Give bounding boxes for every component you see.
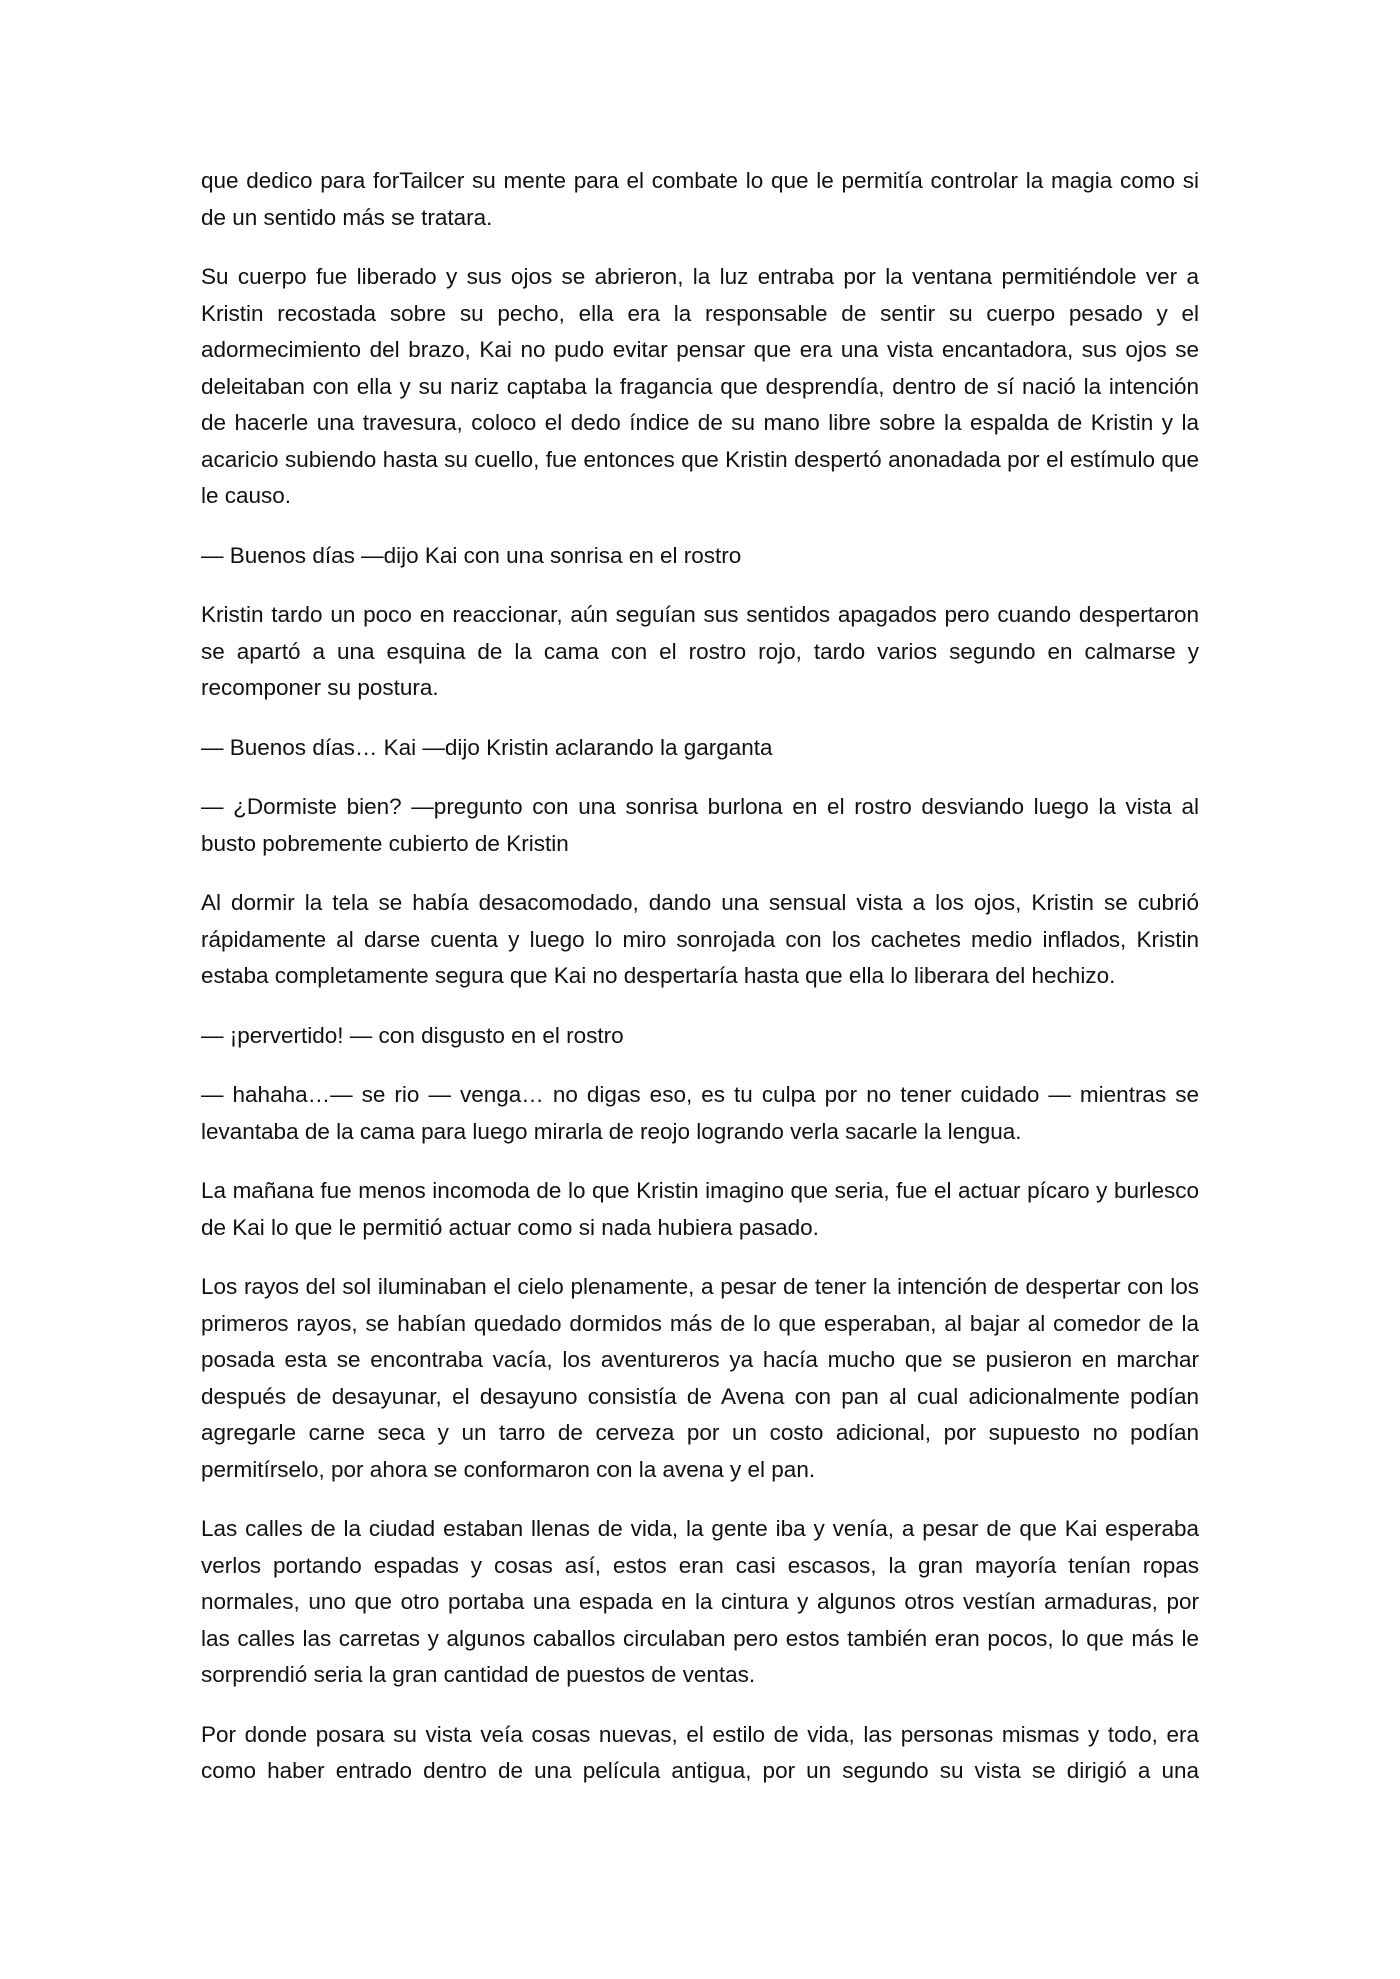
- paragraph: Los rayos del sol iluminaban el cielo plenamente, a pesar de tener la intención de despertar con los primeros rayos, se habían quedado dormidos más de lo que esperaban, al bajar al comedor de la posada esta se encontraba vacía, los aventureros ya hacía mucho que se pusieron en marchar después de desayunar, el desayuno consistía de Avena con pan al cual adicionalmente podían agregarle carne seca y un tarro de cerveza por un costo adicional, por supuesto no podían permitírselo, por ahora se conformaron con la avena y el pan.: [201, 1274, 1199, 1482]
- paragraph-continued: Por donde posara su vista veía cosas nuevas, el estilo de vida, las personas mismas y todo, era como haber entrado dentro de una película antigua, por un segundo su vista se dirigió a una: [201, 1721, 1199, 1783]
- paragraph: La mañana fue menos incomoda de lo que Kristin imagino que seria, fue el actuar pícaro y burlesco de Kai lo que le permitió actuar como si nada hubiera pasado.: [201, 1178, 1199, 1240]
- dialogue-line: — hahaha…— se rio — venga… no digas eso, es tu culpa por no tener cuidado — mientras se levantaba de la cama para luego mirarla de reojo logrando verla sacarle la lengua.: [201, 1082, 1199, 1144]
- paragraph: Kristin tardo un poco en reaccionar, aún seguían sus sentidos apagados pero cuando despertaron se apartó a una esquina de la cama con el rostro rojo, tardo varios segundo en calmarse y recomponer su postura.: [201, 602, 1199, 700]
- paragraph: Las calles de la ciudad estaban llenas de vida, la gente iba y venía, a pesar de que Kai esperaba verlos portando espadas y cosas así, estos eran casi escasos, la gran mayoría tenían ropas normales, uno que otro portaba una espada en la cintura y algunos otros vestían armaduras, por las calles las carretas y algunos caballos circulaban pero estos también eran pocos, lo que más le sorprendió seria la gran cantidad de puestos de ventas.: [201, 1516, 1199, 1687]
- paragraph: Su cuerpo fue liberado y sus ojos se abrieron, la luz entraba por la ventana permitiéndole ver a Kristin recostada sobre su pecho, ella era la responsable de sentir su cuerpo pesado y el adormecimiento del brazo, Kai no pudo evitar pensar que era una vista encantadora, sus ojos se deleitaban con ella y su nariz captaba la fragancia que desprendía, dentro de sí nació la intención de hacerle una travesura, coloco el dedo índice de su mano libre sobre la espalda de Kristin y la acaricio subiendo hasta su cuello, fue entonces que Kristin despertó anonadada por el estímulo que le causo.: [201, 264, 1199, 508]
- paragraph: Al dormir la tela se había desacomodado, dando una sensual vista a los ojos, Kristin se cubrió rápidamente al darse cuenta y luego lo miro sonrojada con los cachetes medio inflados, Kristin estaba completamente segura que Kai no despertaría hasta que ella lo liberara del hechizo.: [201, 890, 1199, 988]
- dialogue-line: — ¿Dormiste bien? —pregunto con una sonrisa burlona en el rostro desviando luego la vista al busto pobremente cubierto de Kristin: [201, 794, 1199, 856]
- dialogue-line: — ¡pervertido! — con disgusto en el rostro: [201, 1022, 624, 1048]
- document-page: [201, 163, 1199, 1813]
- paragraph: que dedico para forTailcer su mente para el combate lo que le permitía controlar la magia como si de un sentido más se tratara.: [201, 168, 1199, 230]
- dialogue-line: — Buenos días —dijo Kai con una sonrisa en el rostro: [201, 542, 742, 568]
- dialogue-line: — Buenos días… Kai —dijo Kristin aclarando la garganta: [201, 734, 773, 760]
